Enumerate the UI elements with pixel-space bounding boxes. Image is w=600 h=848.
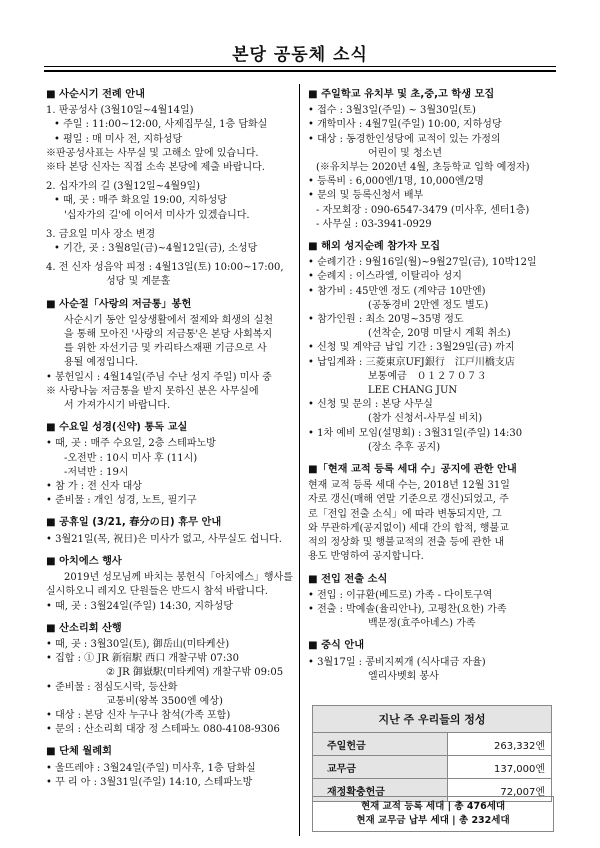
- news-section: [46, 88, 300, 290]
- registered-households: 현재 교적 등록 세대 | 총 476세대: [360, 801, 506, 812]
- section-line: 실시하오니 레지오 단원들은 반드시 참석 바랍니다.: [46, 586, 268, 598]
- section-heading: ■ 공휴일 (3/21, 春分の日) 휴무 안내: [46, 517, 222, 529]
- section-line: 어린이 및 청소년: [368, 147, 442, 159]
- news-section: [46, 622, 300, 738]
- section-line: • 3월17일 : 콩비지찌개 (식사대금 자율): [308, 656, 486, 668]
- section-line: • 문의 : 산소리회 대장 정 스테파노 080-4108-9306: [46, 724, 280, 736]
- section-line: • 신청 및 문의 : 본당 사무실: [308, 399, 433, 411]
- section-line: 보통예금 ０１２７０７３: [368, 370, 487, 382]
- section-line: • 참가인원 : 최소 20명~35명 정도: [308, 314, 464, 326]
- left-column: [46, 84, 300, 790]
- section-line: 자로 갱신(매해 연말 기준으로 갱신)되었고, 주: [308, 494, 509, 506]
- offering-value: 72,007엔: [448, 779, 552, 802]
- section-line: • 순례지 : 이스라엘, 이탈리아 성지: [308, 271, 462, 283]
- section-line: 4. 전 신자 성음악 피정 : 4월13일(토) 10:00~17:00,: [46, 262, 284, 274]
- section-line: • 문의 및 등록신청서 배부: [308, 190, 424, 202]
- section-heading: ■ 사순시기 전례 안내: [46, 89, 145, 100]
- offering-label: 주일헌금: [313, 733, 448, 756]
- offering-label: 재정확충헌금: [313, 779, 448, 802]
- section-line: • 기간, 곳 : 3월8일(금)~4월12일(금), 소성당: [54, 243, 258, 255]
- section-line: • 울뜨레야 : 3월24일(주일) 미사후, 1층 담화실: [46, 762, 256, 774]
- news-section: [308, 463, 558, 564]
- offering-row: [313, 756, 552, 779]
- offering-value: 137,000엔: [448, 756, 552, 779]
- section-line: ※타 본당 신자는 직접 소속 본당에 제출 바랍니다.: [46, 162, 265, 174]
- news-section: [46, 421, 300, 508]
- section-heading: ■ 사순절「사랑의 저금통」봉헌: [46, 298, 192, 310]
- title-rule-bottom: [44, 70, 556, 72]
- section-heading: ■ 산소리회 산행: [46, 622, 122, 634]
- section-line: • 대상 : 본당 신자 누구나 참석(가족 포함): [46, 709, 231, 721]
- news-section: [46, 745, 300, 790]
- section-line: - 자모회장 : 090-6547-3479 (미사후, 센터1층): [316, 204, 530, 216]
- section-line: (장소 추후 공지): [368, 441, 441, 453]
- section-line: 성당 및 계문홀: [106, 276, 171, 288]
- news-section: [308, 639, 558, 684]
- section-heading: ■「현재 교적 등록 세대 수」공지에 관한 안내: [308, 464, 517, 476]
- title-rule-top: [44, 66, 556, 67]
- section-line: 엘리사벳회 봉사: [368, 670, 439, 682]
- section-line: 교통비(왕복 3500엔 예상): [106, 695, 223, 707]
- section-line: • 1차 예비 모임(설명회) : 3월31일(주일) 14:30: [308, 427, 523, 439]
- offering-value: 263,332엔: [448, 733, 552, 756]
- section-line: • 참가비 : 45만엔 정도 (계약금 10만엔): [308, 285, 486, 297]
- section-line: • 전출 : 박예솔(율리안나), 고평찬(요한) 가족: [308, 603, 507, 615]
- section-line: • 접수 : 3월3일(주일) ~ 3월30일(토): [308, 105, 476, 117]
- section-line: - 사무실 : 03-3941-0929: [316, 218, 432, 230]
- section-heading: ■ 수요일 성경(신약) 통독 교실: [46, 422, 188, 434]
- section-line: ※판공성사표는 사무실 및 고해소 앞에 있습니다.: [46, 147, 259, 159]
- news-section: [308, 88, 558, 232]
- section-heading: ■ 전입 전출 소식: [308, 573, 388, 585]
- section-line: • 대상 : 동경한인성당에 교적이 있는 가정의: [308, 133, 501, 145]
- right-column: [308, 84, 558, 684]
- household-stats: [312, 796, 554, 832]
- section-line: 적의 정상화 및 행불교적의 전출 등에 관한 내: [308, 537, 505, 549]
- section-heading: ■ 주일학교 유치부 및 초,중,고 학생 모집: [308, 89, 495, 100]
- section-line: • 등록비 : 6,000엔/1명, 10,000엔/2명: [308, 176, 484, 188]
- section-line: • 꾸 리 아 : 3월31일(주일) 14:10, 스테파노방: [46, 776, 253, 788]
- section-line: 용도 반영하여 공지합니다.: [308, 551, 424, 563]
- section-line: • 때, 곳 : 3월30일(토), 御岳山(미타케산): [46, 638, 230, 650]
- section-line: 3. 금요일 미사 장소 변경: [46, 228, 156, 240]
- section-line: 2019년 성모님께 바치는 봉헌식「아치에스」행사를: [64, 572, 293, 584]
- section-line: • 3월21일(목, 祝日)은 미사가 없고, 사무실도 쉽니다.: [46, 533, 282, 545]
- offering-label: 교무금: [313, 756, 448, 779]
- offering-table-heading: 지난 주 우리들의 정성: [313, 706, 552, 733]
- section-line: • 준비물 : 점심도시락, 등산화: [46, 681, 178, 693]
- section-heading: ■ 중식 안내: [308, 640, 365, 652]
- news-section: [46, 516, 300, 546]
- section-line: -저녁반 : 19시: [64, 466, 129, 478]
- section-line: • 때, 곳 : 매주 화요일 19:00, 지하성당: [54, 195, 227, 207]
- section-line: • 준비물 : 개인 성경, 노트, 필기구: [46, 495, 197, 507]
- section-line: • 주일 : 11:00~12:00, 사제집무실, 1층 담화실: [54, 119, 268, 131]
- section-heading: ■ 해외 성지순례 참가자 모집: [308, 241, 441, 253]
- section-line: • 전입 : 이규환(베드로) 가족 - 다이토구역: [308, 589, 493, 601]
- section-line: 와 무관하게(공지없이) 세대 간의 합적, 행불교: [308, 522, 509, 534]
- section-line: (참가 신청서-사무실 비치): [368, 413, 483, 425]
- paying-households: 현재 교무금 납부 세대 | 총 232세대: [356, 815, 510, 826]
- section-line: -오전반 : 10시 미사 후 (11시): [64, 452, 198, 464]
- section-line: 용될 예정입니다.: [64, 357, 138, 369]
- section-line: (선착순, 20명 미달시 계획 취소): [368, 328, 511, 340]
- section-line: 백문정(효주아녜스) 가족: [368, 618, 476, 630]
- section-line: • 납입계좌 : 三菱東京UFJ銀行 江戸川橋支店: [308, 356, 515, 368]
- section-line: 을 통해 모아진 '사랑의 저금통'은 본당 사회복지: [64, 329, 273, 341]
- section-line: 현재 교적 등록 세대 수는, 2018년 12월 31일: [308, 480, 510, 492]
- section-line: (※유치부는 2020년 4월, 초등학교 입학 예정자): [316, 162, 530, 174]
- news-section: [308, 573, 558, 632]
- page-title: 본당 공동체 소식: [232, 45, 368, 65]
- section-line: 사순시기 동안 일상생활에서 절제와 희생의 실천: [64, 314, 274, 326]
- news-section: [46, 298, 300, 414]
- section-line: 서 가져가시기 바랍니다.: [64, 400, 171, 412]
- offering-table: [312, 705, 552, 802]
- section-line: • 평일 : 매 미사 전, 지하성당: [54, 133, 183, 145]
- section-line: 를 위한 자선기금 및 카리타스재팬 기금으로 사: [64, 343, 267, 355]
- section-line: ※ 사랑나눔 저금통을 받지 못하신 분은 사무실에: [46, 385, 259, 397]
- section-line: • 신청 및 계약금 납입 기간 : 3월29일(금) 까지: [308, 342, 515, 354]
- section-line: • 개학미사 : 4월7일(주일) 10:00, 지하성당: [308, 119, 502, 131]
- section-line: '십자가의 길'에 이어서 미사가 있겠습니다.: [64, 209, 250, 221]
- section-line: • 때, 곳 : 3월24일(주일) 14:30, 지하성당: [46, 600, 234, 612]
- section-line: • 순례기간 : 9월16일(월)~9월27일(금), 10박12일: [308, 257, 537, 269]
- section-line: (공동경비 2만엔 정도 별도): [368, 299, 489, 311]
- section-line: • 집합 : ① JR 新宿駅 西口 개찰구밖 07:30: [46, 653, 240, 665]
- section-heading: ■ 아치에스 행사: [46, 555, 122, 567]
- section-line: • 봉헌일시 : 4월14일(주님 수난 성지 주일) 미사 중: [46, 371, 272, 383]
- news-section: [308, 240, 558, 455]
- section-line: • 때, 곳 : 매주 수요일, 2층 스테파노방: [46, 438, 216, 450]
- section-line: LEE CHANG JUN: [368, 385, 458, 397]
- offering-row: [313, 733, 552, 756]
- section-heading: ■ 단체 월례회: [46, 746, 112, 758]
- news-section: [46, 555, 300, 614]
- section-line: ② JR 御嶽駅(미타케역) 개찰구밖 09:05: [106, 667, 284, 679]
- section-line: 1. 판공성사 (3월10일~4월14일): [46, 105, 194, 117]
- section-line: • 참 가 : 전 신자 대상: [46, 481, 142, 493]
- section-line: 로「전입 전출 소식」에 따라 변동되지만, 그: [308, 508, 502, 520]
- section-line: 2. 십자가의 길 (3월12일~4월9일): [46, 181, 201, 193]
